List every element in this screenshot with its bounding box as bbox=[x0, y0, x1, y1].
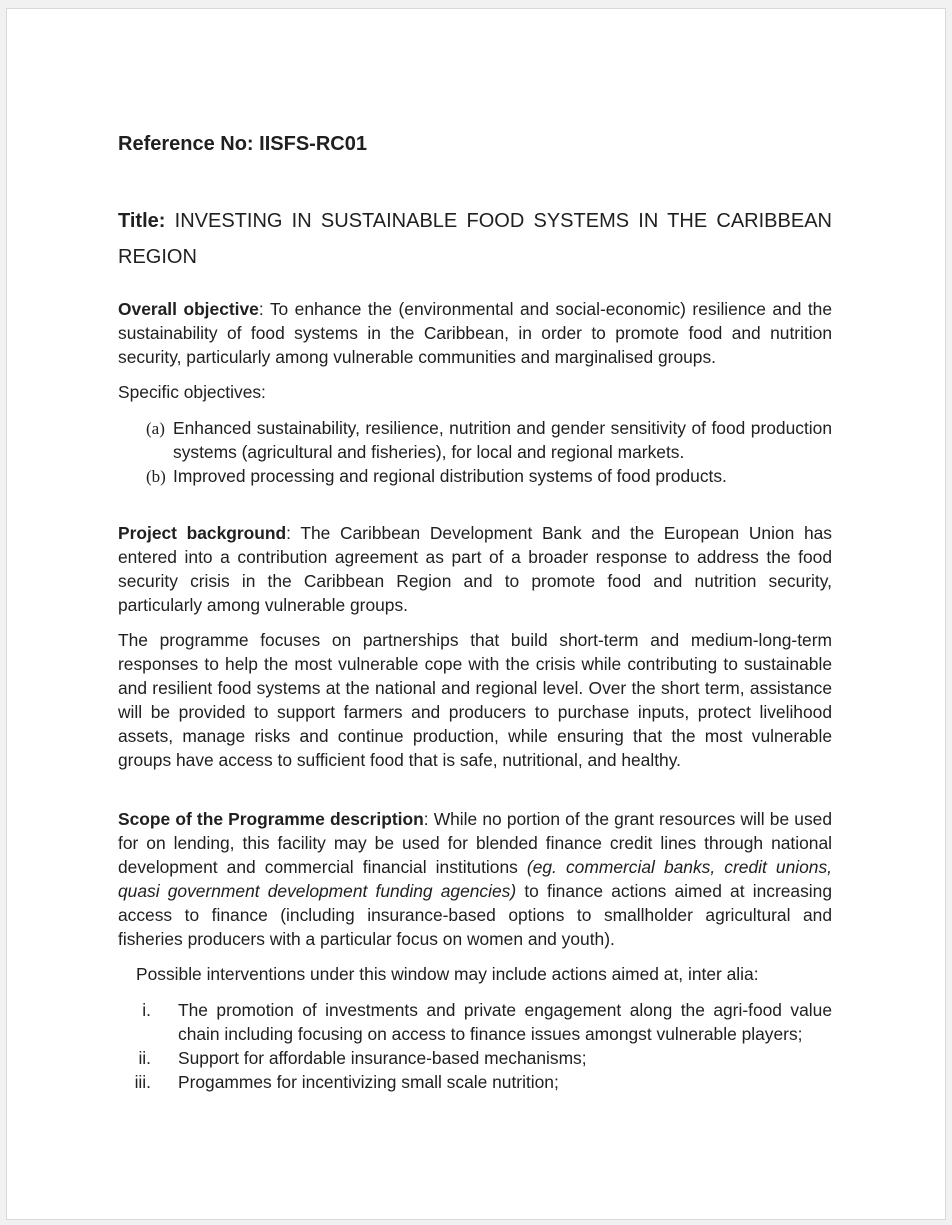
specific-objectives-heading: Specific objectives: bbox=[118, 382, 266, 402]
list-item bbox=[118, 465, 832, 489]
list-item bbox=[118, 1047, 832, 1071]
title-label: Title: bbox=[118, 210, 166, 232]
interventions-intro: Possible interventions under this window may include actions aimed at, inter alia: bbox=[136, 964, 759, 984]
list-item bbox=[118, 999, 832, 1047]
scope-paragraph bbox=[118, 808, 832, 951]
list-item-text: Enhanced sustainability, resilience, nutrition and gender sensitivity of food production systems (agricultural and fisheries), for local and regional markets. bbox=[173, 418, 832, 462]
scope-text-1: : While no portion of the grant resources will be used for on lending, this facility may be used for blended finance credit lines through national development and commercial financial institutions bbox=[118, 809, 832, 877]
project-background-text: : The Caribbean Development Bank and the European Union has entered into a contribution agreement as part of a broader response to address the food security crisis in the Caribbean Region and to promote food and nutrition security, particularly among vulnerable groups. bbox=[118, 523, 832, 615]
reference-number: Reference No: IISFS-RC01 bbox=[118, 133, 367, 155]
document-title bbox=[118, 203, 832, 275]
programme-focus-paragraph: The programme focuses on partnerships that build short-term and medium-long-term responses to help the most vulnerable cope with the crisis while contributing to sustainable and resilient food systems at the national and regional level. Over the short term, assistance will be provided to support farmers and producers to purchase inputs, protect livelihood assets, manage risks and continue production, while ensuring that the most vulnerable groups have access to sufficient food that is safe, nutritional, and healthy. bbox=[118, 630, 832, 770]
list-marker: (b) bbox=[146, 466, 166, 486]
list-item bbox=[118, 417, 832, 465]
list-item-text: Support for affordable insurance-based mechanisms; bbox=[178, 1047, 587, 1068]
document-page bbox=[6, 8, 946, 1220]
overall-objective-text: : To enhance the (environmental and social-economic) resilience and the sustainability of food systems in the Caribbean, in order to promote food and nutrition security, particularly among vulnerable communities and marginalised groups. bbox=[118, 299, 833, 367]
project-background-label: Project background bbox=[118, 523, 287, 543]
list-item bbox=[118, 1071, 832, 1095]
list-marker: (a) bbox=[146, 419, 165, 438]
scope-italic-text: (eg. commercial banks, credit unions, quasi government development funding agencies) bbox=[118, 856, 832, 901]
list-marker: ii. bbox=[138, 1047, 151, 1068]
list-item-text: Progammes for incentivizing small scale nutrition; bbox=[178, 1071, 559, 1092]
overall-objective-paragraph bbox=[118, 298, 832, 370]
scope-label: Scope of the Programme description bbox=[118, 809, 424, 829]
specific-objectives-list bbox=[118, 417, 832, 489]
overall-objective-label: Overall objective bbox=[118, 299, 259, 319]
list-marker: iii. bbox=[134, 1071, 151, 1092]
list-item-text: The promotion of investments and private engagement along the agri-food value chain including focusing on access to finance issues amongst vulnerable players; bbox=[178, 1000, 832, 1044]
title-text: INVESTING IN SUSTAINABLE FOOD SYSTEMS IN THE CARIBBEAN REGION bbox=[118, 210, 832, 268]
list-marker: i. bbox=[142, 1000, 151, 1020]
interventions-list bbox=[118, 999, 832, 1095]
list-item-text: Improved processing and regional distribution systems of food products. bbox=[173, 465, 727, 486]
scope-text-2: to finance actions aimed at increasing access to finance (including insurance-based options to smallholder agricultural and fisheries producers with a particular focus on women and youth). bbox=[118, 880, 832, 949]
project-background-paragraph bbox=[118, 522, 832, 618]
